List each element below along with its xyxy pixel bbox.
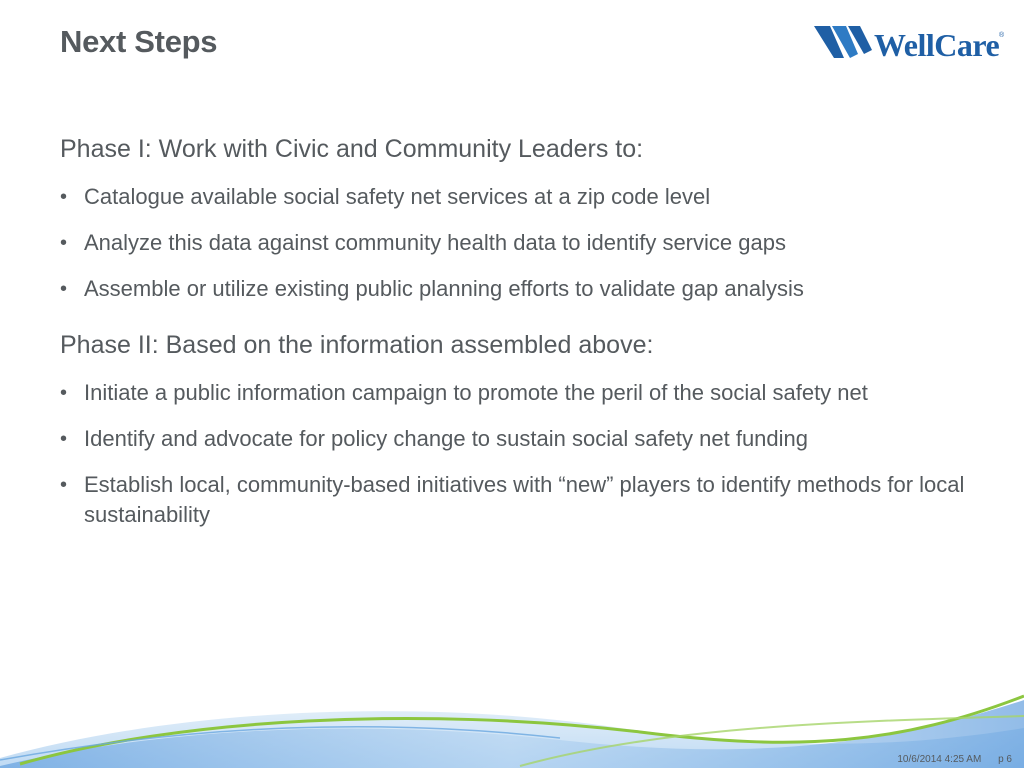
footer-datetime: 10/6/2014 4:25 AM: [897, 754, 982, 765]
slide-footer: [897, 754, 1012, 765]
slide-title: Next Steps: [60, 24, 218, 59]
bullet-text: Catalogue available social safety net services at a zip code level: [84, 184, 711, 209]
decorative-waves: [0, 688, 1024, 768]
phase-1-heading: Phase I: Work with Civic and Community Leaders to:: [60, 135, 644, 163]
wellcare-logo-mark-icon: [812, 20, 876, 64]
bullet-text: Initiate a public information campaign to promote the peril of the social safety net: [84, 380, 868, 405]
logo-wordmark: WellCare: [874, 27, 1000, 63]
registered-mark: ®: [999, 32, 1005, 39]
page-number: p 6: [998, 754, 1012, 765]
bullet-icon: •: [60, 474, 68, 496]
bullet-icon: •: [60, 278, 68, 300]
bullet-icon: •: [60, 186, 68, 208]
bullet-icon: •: [60, 232, 68, 254]
phase-2-list: [60, 378, 1010, 530]
list-item: [60, 424, 1010, 454]
slide-content: [60, 134, 1010, 546]
bullet-text: Analyze this data against community health data to identify service gaps: [84, 230, 786, 255]
phase-2-heading: Phase II: Based on the information assembled above:: [60, 331, 654, 359]
list-item: [60, 182, 1010, 212]
bullet-text: Establish local, community-based initiatives with “new” players to identify methods for local sustainability: [84, 472, 965, 527]
list-item: [60, 378, 1010, 408]
bullet-text: Identify and advocate for policy change to sustain social safety net funding: [84, 426, 809, 451]
list-item: [60, 470, 1010, 530]
bullet-icon: •: [60, 382, 68, 404]
bullet-text: Assemble or utilize existing public planning efforts to validate gap analysis: [84, 276, 804, 301]
list-item: [60, 228, 1010, 258]
phase-1-list: [60, 182, 1010, 304]
list-item: [60, 274, 1010, 304]
wellcare-logo: [812, 20, 1012, 70]
bullet-icon: •: [60, 428, 68, 450]
